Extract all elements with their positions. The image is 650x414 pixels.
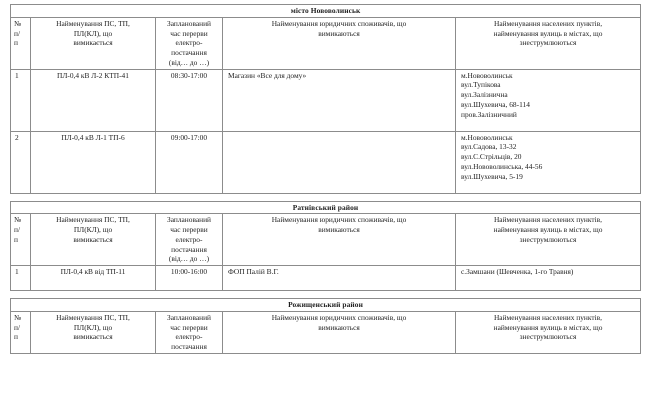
outage-table-section-2 xyxy=(10,298,641,354)
column-header-place xyxy=(456,214,641,266)
row-legal-consumers: ФОП Палій В.Г. xyxy=(223,266,456,291)
column-header-place-line2: найменування вулиць в містах, що xyxy=(493,28,603,38)
column-header-legal-line1: Найменування юридичних споживачів, що xyxy=(271,312,407,322)
settlement-line: с.Замшани (Шевченка, 1-го Травня) xyxy=(461,267,574,277)
column-header-name xyxy=(31,214,156,266)
column-header-time-line1: Запланований xyxy=(167,18,211,28)
column-header-name-line1: Найменування ПС, ТП, xyxy=(56,18,130,28)
row-legal-consumers: Магазин «Все для дому» xyxy=(223,69,456,131)
column-header-name xyxy=(31,17,156,69)
row-time: 10:00-16:00 xyxy=(156,266,223,291)
table-row xyxy=(11,131,641,193)
column-header-time xyxy=(156,214,223,266)
section-title: Ратнівський район xyxy=(11,201,641,214)
outage-table-section-0 xyxy=(10,4,641,194)
column-header-no-line3: п xyxy=(14,332,18,342)
column-header-name-line2: ПЛ(КЛ), що xyxy=(73,322,113,332)
table-row xyxy=(11,69,641,131)
column-header-no-line1: № xyxy=(14,18,22,28)
column-header-legal-line1: Найменування юридичних споживачів, що xyxy=(271,215,407,225)
settlement-line: вул.Нововолинська, 44-56 xyxy=(461,161,543,171)
column-header-name-line3: вимикається xyxy=(73,38,113,48)
column-header-place-line1: Найменування населених пунктів, xyxy=(494,18,603,28)
column-header-place xyxy=(456,17,641,69)
section-title-row xyxy=(11,299,641,312)
settlement-line: вул.Залізнична xyxy=(461,90,508,100)
column-header-no xyxy=(11,311,31,353)
column-header-time-line2: час перерви xyxy=(170,322,208,332)
column-header-time-line4: постачання xyxy=(171,48,207,58)
column-header-time-line5: (від… до …) xyxy=(168,254,210,264)
row-time: 08:30-17:00 xyxy=(156,69,223,131)
column-header-time-line3: електро- xyxy=(175,332,203,342)
column-header-no xyxy=(11,17,31,69)
section-spacer xyxy=(10,194,640,201)
column-header-no-line2: п/ xyxy=(14,322,21,332)
column-header-place-line2: найменування вулиць в містах, що xyxy=(493,225,603,235)
section-spacer xyxy=(10,291,640,298)
table-header-row xyxy=(11,214,641,266)
row-no: 1 xyxy=(11,266,31,291)
column-header-no-line3: п xyxy=(14,38,18,48)
settlement-line: м.Нововолинськ xyxy=(461,132,513,142)
table-row xyxy=(11,266,641,291)
column-header-time-line4: постачання xyxy=(171,342,207,352)
column-header-time-line3: електро- xyxy=(175,234,203,244)
column-header-name-line1: Найменування ПС, ТП, xyxy=(56,312,130,322)
column-header-time-line1: Запланований xyxy=(167,215,211,225)
column-header-place-line1: Найменування населених пунктів, xyxy=(493,312,603,322)
table-header-row xyxy=(11,17,641,69)
column-header-legal xyxy=(223,311,456,353)
column-header-place-line3: знеструмлюються xyxy=(519,332,577,342)
column-header-time xyxy=(156,17,223,69)
column-header-legal-line1: Найменування юридичних споживачів, що xyxy=(271,18,407,28)
column-header-no-line1: № xyxy=(14,312,22,322)
column-header-no xyxy=(11,214,31,266)
settlement-line: вул.Шухевича, 68-114 xyxy=(461,99,530,109)
section-title: Рожищенський район xyxy=(11,299,641,312)
section-title: місто Нововолинськ xyxy=(11,5,641,18)
table-header-row xyxy=(11,311,641,353)
settlement-line: вул.Тупікова xyxy=(461,80,501,90)
row-line-name: ПЛ-0,4 кВ Л-1 ТП-6 xyxy=(31,131,156,193)
row-no: 1 xyxy=(11,69,31,131)
column-header-legal xyxy=(223,17,456,69)
column-header-time-line5: (від… до …) xyxy=(168,57,210,67)
section-title-row xyxy=(11,5,641,18)
column-header-no-line1: № xyxy=(14,215,22,225)
column-header-place-line3: знеструмлюються xyxy=(519,38,577,48)
column-header-time-line4: постачання xyxy=(171,244,207,254)
row-settlements xyxy=(456,69,641,131)
settlement-line: вул.Садова, 13-32 xyxy=(461,142,517,152)
row-settlements xyxy=(456,131,641,193)
column-header-place xyxy=(456,311,641,353)
row-no: 2 xyxy=(11,131,31,193)
column-header-place-line2: найменування вулиць в містах, що xyxy=(493,322,603,332)
row-settlements xyxy=(456,266,641,291)
settlement-line: м.Нововолинськ xyxy=(461,70,513,80)
settlement-line: пров.Залізничний xyxy=(461,109,517,119)
column-header-time xyxy=(156,311,223,353)
row-legal-consumers xyxy=(223,131,456,193)
column-header-name-line1: Найменування ПС, ТП, xyxy=(56,215,130,225)
column-header-no-line2: п/ xyxy=(14,225,21,235)
column-header-no-line2: п/ xyxy=(14,28,21,38)
row-time: 09:00-17:00 xyxy=(156,131,223,193)
column-header-legal xyxy=(223,214,456,266)
column-header-place-line1: Найменування населених пунктів, xyxy=(493,215,603,225)
settlement-line: вул.Шухевича, 5-19 xyxy=(461,171,523,181)
column-header-legal-line2: вимикаються xyxy=(318,225,360,235)
column-header-no-line3: п xyxy=(14,234,18,244)
column-header-name-line3: вимикається xyxy=(73,234,113,244)
settlement-line: вул.С.Стрільців, 20 xyxy=(461,152,522,162)
section-title-row xyxy=(11,201,641,214)
column-header-time-line2: час перерви xyxy=(170,28,208,38)
column-header-place-line3: знеструмлюються xyxy=(519,234,577,244)
row-line-name: ПЛ-0,4 кВ від ТП-11 xyxy=(31,266,156,291)
column-header-time-line3: електро- xyxy=(175,38,203,48)
column-header-name-line2: ПЛ(КЛ), що xyxy=(73,28,113,38)
row-line-name: ПЛ-0,4 кВ Л-2 КТП-41 xyxy=(31,69,156,131)
column-header-time-line1: Запланований xyxy=(167,312,211,322)
schedule-sheet xyxy=(10,4,640,354)
column-header-name-line3: вимикається xyxy=(73,332,113,342)
column-header-legal-line2: вимикаються xyxy=(318,28,360,38)
outage-table-section-1 xyxy=(10,201,641,292)
column-header-time-line2: час перерви xyxy=(170,225,208,235)
column-header-name-line2: ПЛ(КЛ), що xyxy=(73,225,113,235)
column-header-legal-line2: вимикаються xyxy=(318,322,360,332)
column-header-name xyxy=(31,311,156,353)
